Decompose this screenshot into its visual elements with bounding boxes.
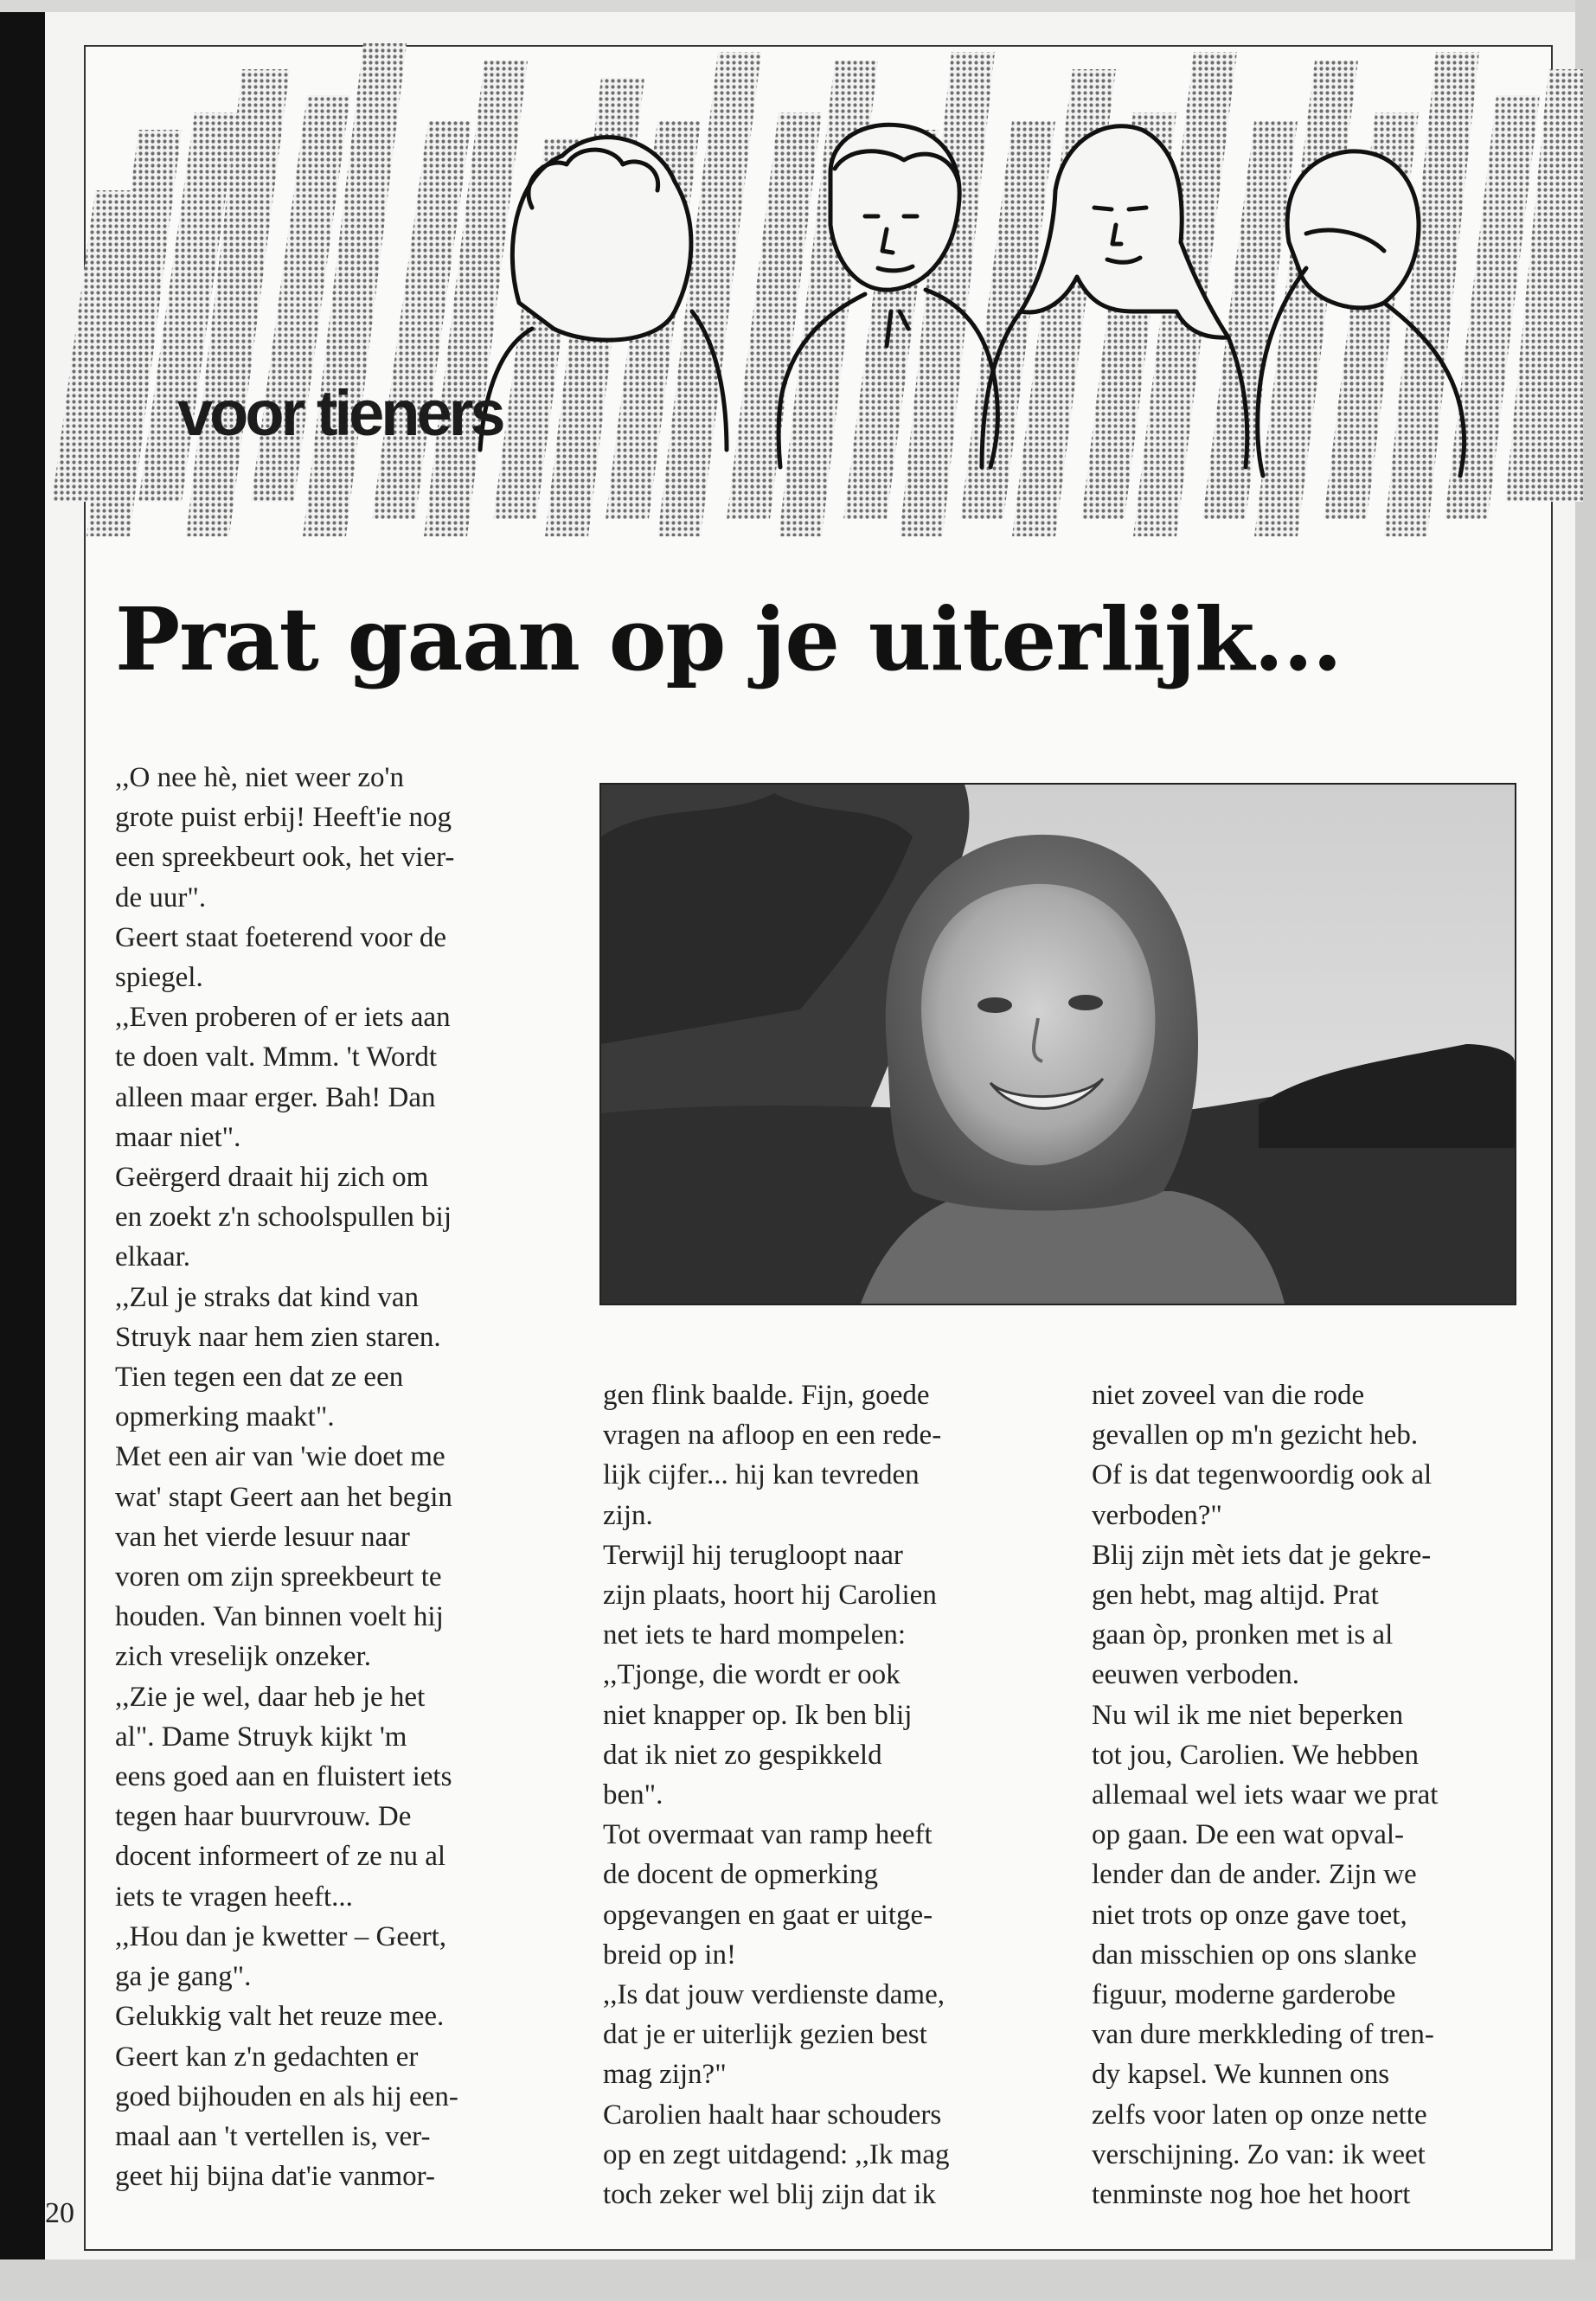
text-line: Gelukkig valt het reuze mee. <box>115 2001 445 2033</box>
page-number: 20 <box>45 2197 74 2229</box>
text-line: net iets te hard mompelen: <box>603 1619 907 1651</box>
text-line: Geert staat foeterend voor de <box>115 921 446 953</box>
text-line: maal aan 't vertellen is, ver- <box>115 2120 431 2152</box>
text-line: allemaal wel iets waar we prat <box>1092 1779 1439 1811</box>
text-line: Geërgerd draait hij zich om <box>115 1162 429 1194</box>
text-line: niet trots op onze gave toet, <box>1092 1899 1407 1931</box>
text-line: een spreekbeurt ook, het vier- <box>115 842 455 874</box>
text-line: Tien tegen een dat ze een <box>115 1362 404 1394</box>
text-line: Struyk naar hem zien staren. <box>115 1321 441 1353</box>
text-line: opmerking maakt". <box>115 1401 335 1433</box>
text-line: van het vierde lesuur naar <box>115 1521 410 1553</box>
text-line: Geert kan z'n gedachten er <box>115 2041 419 2073</box>
text-line: zich vreselijk onzeker. <box>115 1641 371 1673</box>
text-line: dat je er uiterlijk gezien best <box>603 2019 927 2051</box>
text-line: al". Dame Struyk kijkt 'm <box>115 1721 407 1753</box>
text-line: voren om zijn spreekbeurt te <box>115 1561 442 1593</box>
text-line: ,,Zie je wel, daar heb je het <box>115 1681 426 1713</box>
text-line: gevallen op m'n gezicht heb. <box>1092 1420 1419 1452</box>
text-line: grote puist erbij! Heeft'ie nog <box>115 802 452 834</box>
text-line: figuur, moderne garderobe <box>1092 1979 1396 2011</box>
text-line: elkaar. <box>115 1241 191 1273</box>
text-line: te doen valt. Mmm. 't Wordt <box>115 1042 438 1074</box>
article-headline: Prat gaan op je uiterlijk... <box>115 588 1342 690</box>
text-line: de uur". <box>115 881 207 913</box>
text-line: toch zeker wel blij zijn dat ik <box>603 2179 936 2211</box>
text-line: maar niet". <box>115 1121 241 1153</box>
scan-edge-bottom <box>0 2259 1596 2301</box>
text-line: Nu wil ik me niet beperken <box>1092 1699 1404 1731</box>
text-line: zijn plaats, hoort hij Carolien <box>603 1580 937 1612</box>
text-line: tegen haar buurvrouw. De <box>115 1801 412 1833</box>
text-line: verschijning. Zo van: ik weet <box>1092 2138 1426 2170</box>
article-column-2 <box>603 1375 1044 2214</box>
text-line: Blij zijn mèt iets dat je gekre- <box>1092 1539 1432 1571</box>
text-line: gaan òp, pronken met is al <box>1092 1619 1394 1651</box>
text-line: Terwijl hij terugloopt naar <box>603 1539 903 1571</box>
text-line: mag zijn?" <box>603 2059 727 2091</box>
text-line: niet knapper op. Ik ben blij <box>603 1699 913 1731</box>
text-line: Of is dat tegenwoordig ook al <box>1092 1459 1433 1491</box>
article-column-1 <box>115 758 556 2196</box>
text-line: verboden?" <box>1092 1499 1222 1531</box>
text-line: ,,Hou dan je kwetter – Geert, <box>115 1920 447 1952</box>
text-line: tot jou, Carolien. We hebben <box>1092 1739 1419 1771</box>
text-line: Carolien haalt haar schouders <box>603 2099 942 2131</box>
text-line: gen flink baalde. Fijn, goede <box>603 1380 930 1411</box>
text-line: docent informeert of ze nu al <box>115 1841 446 1873</box>
text-line: lijk cijfer... hij kan tevreden <box>603 1459 920 1491</box>
text-line: vragen na afloop en een rede- <box>603 1420 942 1452</box>
text-line: op en zegt uitdagend: ,,Ik mag <box>603 2138 950 2170</box>
text-line: ,,O nee hè, niet weer zo'n <box>115 762 404 793</box>
text-line: ,,Is dat jouw verdienste dame, <box>603 1979 945 2011</box>
text-line: niet zoveel van die rode <box>1092 1380 1365 1411</box>
text-line: ga je gang". <box>115 1961 252 1993</box>
scan-edge-top <box>0 0 1596 12</box>
article-column-3 <box>1092 1375 1524 2214</box>
text-line: goed bijhouden en als hij een- <box>115 2080 458 2112</box>
text-line: op gaan. De een wat opval- <box>1092 1819 1405 1851</box>
text-line: ,,Zul je straks dat kind van <box>115 1281 420 1313</box>
text-line: ,,Tjonge, die wordt er ook <box>603 1659 901 1691</box>
text-line: alleen maar erger. Bah! Dan <box>115 1081 436 1113</box>
text-line: ,,Even proberen of er iets aan <box>115 1002 451 1034</box>
text-line: zelfs voor laten op onze nette <box>1092 2099 1427 2131</box>
text-line: dy kapsel. We kunnen ons <box>1092 2059 1390 2091</box>
text-line: wat' stapt Geert aan het begin <box>115 1481 452 1513</box>
text-line: lender dan de ander. Zijn we <box>1092 1859 1417 1891</box>
text-line: dat ik niet zo gespikkeld <box>603 1739 882 1771</box>
article-photo-smiling-girl <box>599 783 1516 1305</box>
text-line: opgevangen en gaat er uitge- <box>603 1899 933 1931</box>
header-banner-illustration <box>35 17 1583 536</box>
text-line: iets te vragen heeft... <box>115 1881 353 1913</box>
text-line: houden. Van binnen voelt hij <box>115 1601 444 1633</box>
text-line: ben". <box>603 1779 663 1811</box>
section-label: voor tieners <box>177 377 503 449</box>
text-line: Tot overmaat van ramp heeft <box>603 1819 933 1851</box>
text-line: tenminste nog hoe het hoort <box>1092 2179 1411 2211</box>
text-line: van dure merkkleding of tren- <box>1092 2019 1434 2051</box>
text-line: Met een air van 'wie doet me <box>115 1441 445 1473</box>
text-line: en zoekt z'n schoolspullen bij <box>115 1202 452 1234</box>
text-line: breid op in! <box>603 1939 736 1971</box>
text-line: spiegel. <box>115 962 203 994</box>
text-line: de docent de opmerking <box>603 1859 878 1891</box>
text-line: dan misschien op ons slanke <box>1092 1939 1417 1971</box>
text-line: zijn. <box>603 1499 653 1531</box>
text-line: eeuwen verboden. <box>1092 1659 1300 1691</box>
text-line: eens goed aan en fluistert iets <box>115 1761 452 1793</box>
text-line: geet hij bijna dat'ie vanmor- <box>115 2161 435 2193</box>
text-line: gen hebt, mag altijd. Prat <box>1092 1580 1379 1612</box>
